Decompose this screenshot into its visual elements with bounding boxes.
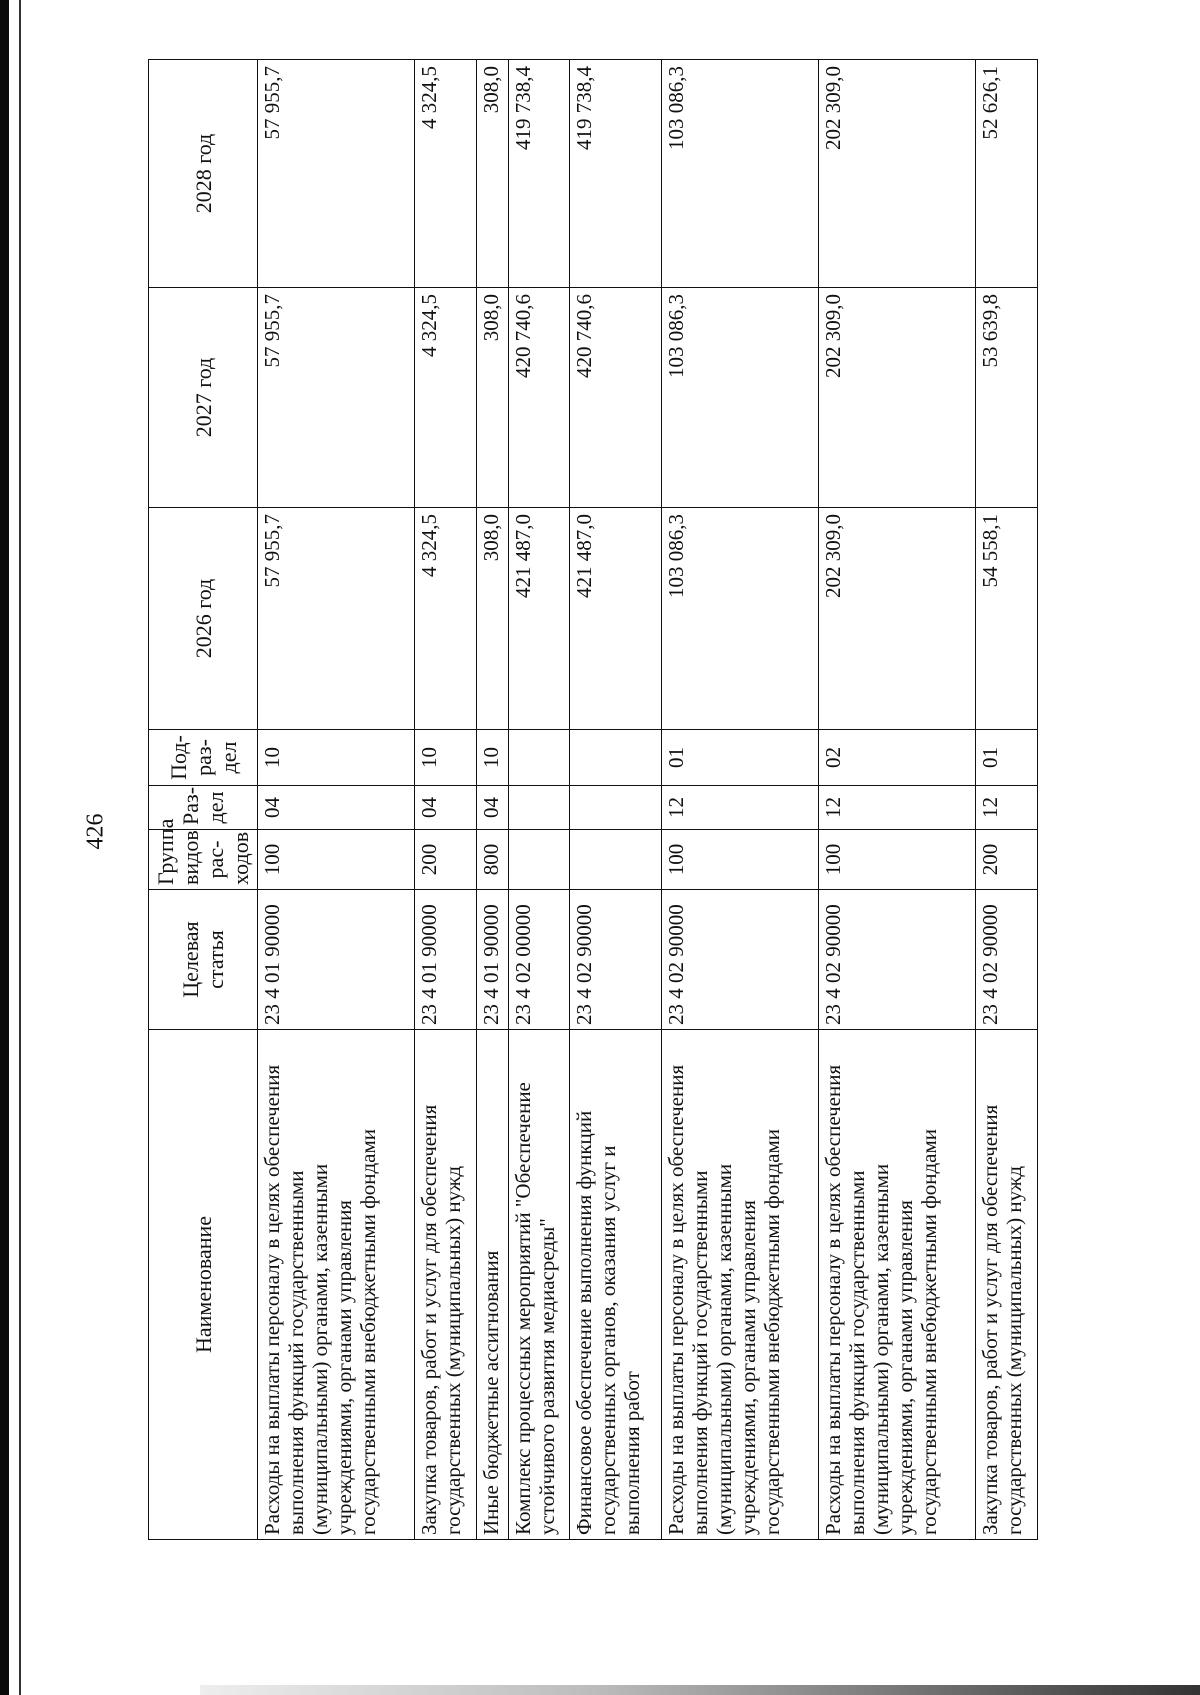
row-2026: 202 309,0	[819, 508, 976, 730]
row-target: 23 4 02 00000	[508, 890, 570, 1030]
row-name: Комплекс процессных мероприятий "Обеспечение устойчивого развития медиасреды"	[508, 1030, 570, 1540]
row-2027: 57 955,7	[258, 288, 415, 508]
row-name: Закупка товаров, работ и услуг для обеспечения государственных (муниципальных) нужд	[976, 1030, 1038, 1540]
row-subsection: 10	[258, 730, 415, 786]
table-row	[508, 60, 570, 1540]
table-row	[258, 60, 415, 1540]
row-subsection: 02	[819, 730, 976, 786]
row-name: Закупка товаров, работ и услуг для обеспечения государственных (муниципальных) нужд	[415, 1030, 477, 1540]
row-2026: 421 487,0	[570, 508, 661, 730]
row-2028: 52 626,1	[976, 60, 1038, 288]
row-section: 04	[415, 786, 477, 830]
row-group: 100	[819, 830, 976, 890]
row-section: 12	[661, 786, 818, 830]
row-2026: 421 487,0	[508, 508, 570, 730]
row-2027: 420 740,6	[508, 288, 570, 508]
table-row	[570, 60, 661, 1540]
row-subsection	[508, 730, 570, 786]
scan-bottom-edge	[200, 1685, 1200, 1695]
table-row	[661, 60, 818, 1540]
page-number: 426	[82, 813, 109, 850]
row-section: 12	[976, 786, 1038, 830]
row-target: 23 4 02 90000	[570, 890, 661, 1030]
row-2028: 308,0	[476, 60, 508, 288]
scan-edge-line	[19, 0, 21, 1695]
row-group: 200	[976, 830, 1038, 890]
row-section: 12	[819, 786, 976, 830]
row-name: Расходы на выплаты персоналу в целях обеспечения выполнения функций государственными (муниципальными) органами, казенными учреждениями, органами управления государственными внебюджетными фондами	[258, 1030, 415, 1540]
row-name: Финансовое обеспечение выполнения функций государственных органов, оказания услуг и выполнения работ	[570, 1030, 661, 1540]
row-name: Иные бюджетные ассигнования	[476, 1030, 508, 1540]
row-2027: 420 740,6	[570, 288, 661, 508]
row-2026: 308,0	[476, 508, 508, 730]
row-group: 100	[258, 830, 415, 890]
row-section: 04	[258, 786, 415, 830]
row-2026: 103 086,3	[661, 508, 818, 730]
row-group: 100	[661, 830, 818, 890]
row-2028: 419 738,4	[570, 60, 661, 288]
row-subsection	[570, 730, 661, 786]
header-section: Раз-дел	[149, 786, 258, 830]
row-target: 23 4 01 90000	[415, 890, 477, 1030]
row-group	[508, 830, 570, 890]
row-section: 04	[476, 786, 508, 830]
row-2028: 4 324,5	[415, 60, 477, 288]
row-name: Расходы на выплаты персоналу в целях обеспечения выполнения функций государственными (муниципальными) органами, казенными учреждениями, органами управления государственными внебюджетными фондами	[661, 1030, 818, 1540]
row-2027: 202 309,0	[819, 288, 976, 508]
header-name: Наименование	[149, 1030, 258, 1540]
table-row	[976, 60, 1038, 1540]
row-section	[508, 786, 570, 830]
header-2026: 2026 год	[149, 508, 258, 730]
header-subsection: Под-раз-дел	[149, 730, 258, 786]
row-group: 200	[415, 830, 477, 890]
row-group	[570, 830, 661, 890]
table-header-row	[149, 60, 258, 1540]
row-target: 23 4 02 90000	[661, 890, 818, 1030]
row-2027: 308,0	[476, 288, 508, 508]
row-target: 23 4 02 90000	[976, 890, 1038, 1030]
header-2027: 2027 год	[149, 288, 258, 508]
scan-edge-bar	[0, 0, 9, 1695]
table-row	[819, 60, 976, 1540]
header-group: Группа видов рас-ходов	[149, 830, 258, 890]
row-target: 23 4 01 90000	[476, 890, 508, 1030]
row-2026: 4 324,5	[415, 508, 477, 730]
row-2028: 103 086,3	[661, 60, 818, 288]
row-2028: 202 309,0	[819, 60, 976, 288]
row-subsection: 10	[476, 730, 508, 786]
row-2027: 4 324,5	[415, 288, 477, 508]
row-subsection: 10	[415, 730, 477, 786]
header-2028: 2028 год	[149, 60, 258, 288]
row-group: 800	[476, 830, 508, 890]
table-row	[476, 60, 508, 1540]
row-subsection: 01	[661, 730, 818, 786]
row-subsection: 01	[976, 730, 1038, 786]
row-name: Расходы на выплаты персоналу в целях обеспечения выполнения функций государственными (муниципальными) органами, казенными учреждениями, органами управления государственными внебюджетными фондами	[819, 1030, 976, 1540]
row-2026: 57 955,7	[258, 508, 415, 730]
row-2026: 54 558,1	[976, 508, 1038, 730]
row-target: 23 4 02 90000	[819, 890, 976, 1030]
header-target: Целевая статья	[149, 890, 258, 1030]
table-row	[415, 60, 477, 1540]
budget-table-rotated	[148, 60, 1038, 1540]
row-2028: 419 738,4	[508, 60, 570, 288]
row-2028: 57 955,7	[258, 60, 415, 288]
row-section	[570, 786, 661, 830]
budget-table	[148, 59, 1038, 1540]
row-2027: 53 639,8	[976, 288, 1038, 508]
row-2027: 103 086,3	[661, 288, 818, 508]
row-target: 23 4 01 90000	[258, 890, 415, 1030]
